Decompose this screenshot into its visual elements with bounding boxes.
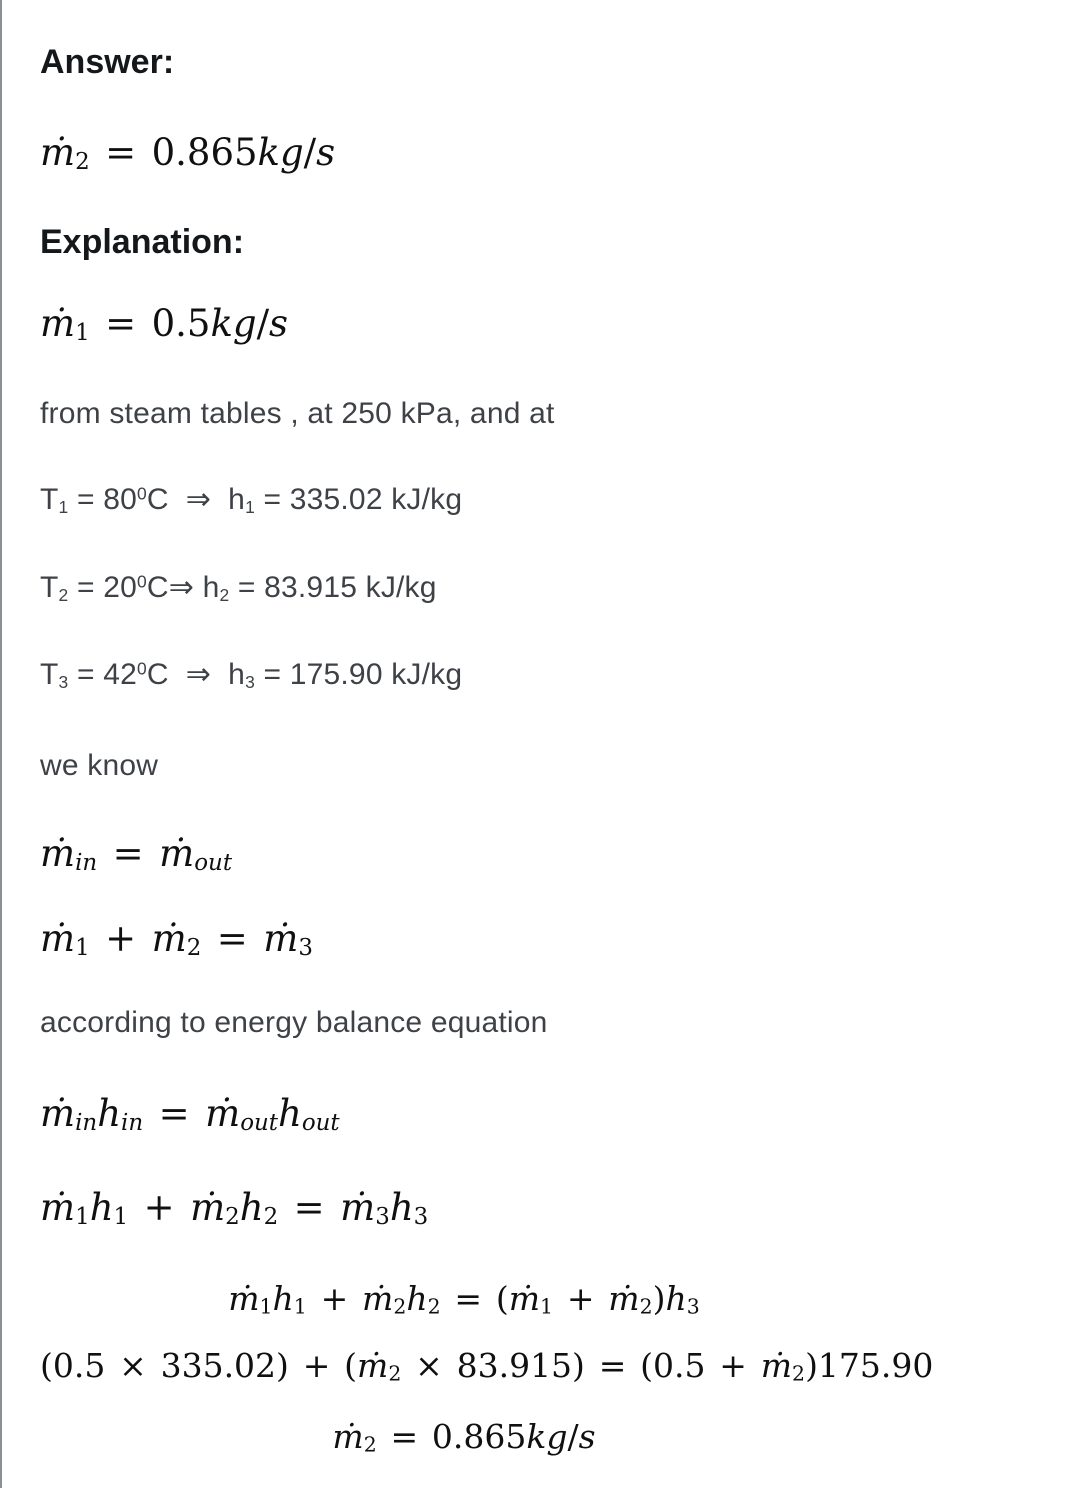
equation-mass-balance-expanded: ṁ$_1$ + ṁ$_2$ = ṁ$_3$ xyxy=(40,917,313,962)
derivation-line: (0.5 × 335.02) + (ṁ$_2$ × 83.915) = (0.5 + ṁ$_2$)175.90 xyxy=(40,1346,934,1386)
equation-energy-balance: $ṁ_{in}h_{in}$ = $ṁ_{out}h_{out}$ xyxy=(40,1092,340,1137)
left-divider xyxy=(0,0,2,1488)
enthalpy-line-t1: $T_1 = 80^0C$ ⇒ $h_1 = 335.02$ kJ/kg xyxy=(40,483,463,517)
equation-mass-flow-m1: ṁ$_1$ = 0.5kg/s xyxy=(40,302,289,347)
enthalpy-line-t2: $T_2$ = $20^0C\Rightarrow$ $h_2 = 83.915$ kJ/kg xyxy=(40,571,437,605)
energy-balance-intro-text: according to energy balance equation xyxy=(40,1006,548,1039)
derivation-result-line: ṁ$_2$ = 0.865kg/s xyxy=(332,1417,596,1457)
we-know-text: we know xyxy=(40,749,159,782)
equation-mass-balance: ṁ$_{in}$ = ṁ$_{out}$ xyxy=(40,832,233,877)
answer-equation: ṁ$_2$ = 0.865kg/s xyxy=(40,131,336,176)
answer-heading: Answer: xyxy=(40,43,175,81)
derivation-line: $ṁ_1h_1$ + $ṁ_2h_2$ = (ṁ$_1$ + $ṁ_2)h_3$ xyxy=(228,1279,700,1319)
enthalpy-line-t3: $T_3 = 42^0C$ ⇒ $h_3 = 175.90$ kJ/kg xyxy=(40,658,463,692)
steam-tables-intro-text: from steam tables , at 250 kPa, and at xyxy=(40,397,555,430)
explanation-heading: Explanation: xyxy=(40,223,245,261)
equation-energy-balance-expanded: $ṁ_1h_1$ + $ṁ_2h_2$ = $ṁ_3h_3$ xyxy=(40,1186,429,1231)
